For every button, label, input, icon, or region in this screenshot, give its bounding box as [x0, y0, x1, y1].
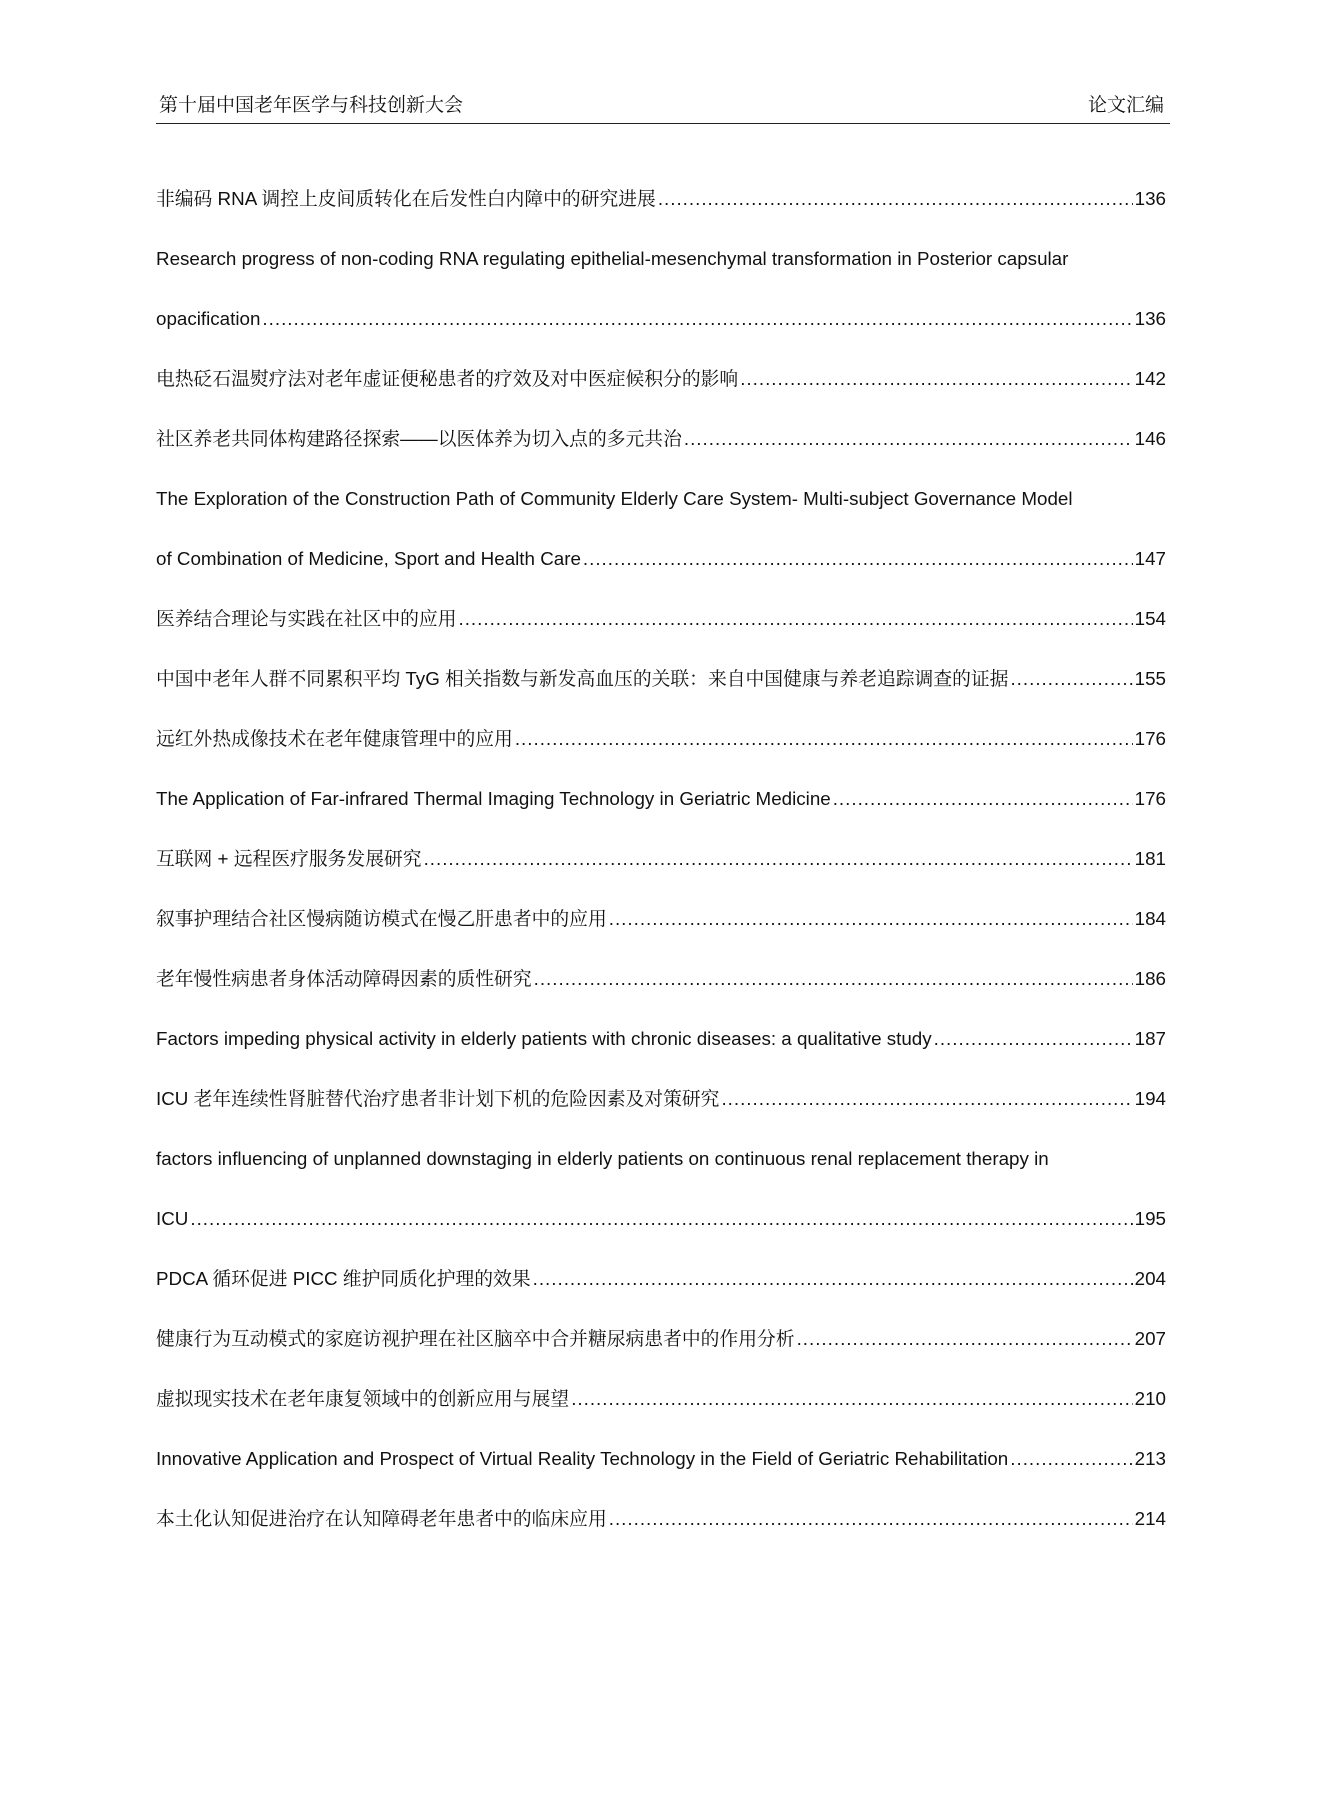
toc-dot-leader [609, 905, 1133, 933]
toc-dot-leader [424, 845, 1133, 873]
toc-entry-title: 远红外热成像技术在老年健康管理中的应用 [156, 728, 513, 749]
page-header [156, 90, 1170, 124]
toc-entry-title: The Exploration of the Construction Path of Community Elderly Care System- Multi-subject Governance Model [156, 488, 1073, 509]
toc-entry-page-number: 186 [1134, 968, 1166, 989]
toc-entry[interactable] [156, 905, 1166, 933]
toc-entry-title: 本土化认知促进治疗在认知障碍老年患者中的临床应用 [156, 1508, 607, 1529]
toc-entry-title: ICU [156, 1208, 189, 1229]
toc-dot-leader [190, 1205, 1132, 1233]
toc-dot-leader [1010, 665, 1132, 693]
toc-dot-leader [571, 1385, 1132, 1413]
toc-entry[interactable] [156, 365, 1166, 393]
toc-entry[interactable] [156, 245, 1166, 273]
toc-entry-page-number: 184 [1134, 908, 1166, 929]
toc-entry[interactable] [156, 425, 1166, 453]
toc-entry-page-number: 147 [1134, 548, 1166, 569]
toc-entry-page-number: 136 [1134, 308, 1166, 329]
toc-entry-page-number: 146 [1134, 428, 1166, 449]
toc-entry-title: The Application of Far-infrared Thermal Imaging Technology in Geriatric Medicine [156, 788, 831, 809]
toc-entry[interactable] [156, 1025, 1166, 1053]
toc-entry-page-number: 187 [1134, 1028, 1166, 1049]
toc-entry-page-number: 207 [1134, 1328, 1166, 1349]
toc-entry-title: Research progress of non-coding RNA regulating epithelial-mesenchymal transformation in Posterior capsular [156, 248, 1069, 269]
toc-entry-title: 互联网 + 远程医疗服务发展研究 [156, 848, 422, 869]
toc-entry[interactable] [156, 305, 1166, 333]
toc-entry-page-number: 176 [1134, 728, 1166, 749]
conference-title: 第十届中国老年医学与科技创新大会 [159, 95, 464, 116]
toc-entry-page-number: 154 [1134, 608, 1166, 629]
toc-dot-leader [459, 605, 1133, 633]
toc-entry-title: 虚拟现实技术在老年康复领域中的创新应用与展望 [156, 1388, 570, 1409]
toc-entry-page-number: 213 [1134, 1448, 1166, 1469]
toc-entry-page-number: 194 [1134, 1088, 1166, 1109]
toc-entry[interactable] [156, 665, 1166, 693]
toc-entry[interactable] [156, 1385, 1166, 1413]
toc-dot-leader [658, 185, 1133, 213]
toc-entry-page-number: 210 [1134, 1388, 1166, 1409]
toc-entry-title: Innovative Application and Prospect of Virtual Reality Technology in the Field of Geriatric Rehabilitation [156, 1448, 1009, 1469]
toc-entry-title: factors influencing of unplanned downstaging in elderly patients on continuous renal replacement therapy in [156, 1148, 1049, 1169]
toc-entry-title: 叙事护理结合社区慢病随访模式在慢乙肝患者中的应用 [156, 908, 607, 929]
toc-entry-title: Factors impeding physical activity in elderly patients with chronic diseases: a qualitative study [156, 1028, 932, 1049]
toc-entry-page-number: 204 [1134, 1268, 1166, 1289]
toc-dot-leader [1010, 1445, 1132, 1473]
toc-entry[interactable] [156, 1505, 1166, 1533]
toc-dot-leader [515, 725, 1133, 753]
toc-entry-title: 医养结合理论与实践在社区中的应用 [156, 608, 457, 629]
toc-entry-title: 老年慢性病患者身体活动障碍因素的质性研究 [156, 968, 532, 989]
toc-entry[interactable] [156, 1205, 1166, 1233]
toc-entry[interactable] [156, 1085, 1166, 1113]
toc-entry[interactable] [156, 185, 1166, 213]
toc-dot-leader [609, 1505, 1133, 1533]
toc-entry-page-number: 155 [1134, 668, 1166, 689]
toc-dot-leader [797, 1325, 1133, 1353]
toc-entry-title: opacification [156, 308, 261, 329]
toc-entry[interactable] [156, 485, 1166, 513]
toc-dot-leader [534, 965, 1133, 993]
toc-entry-title: 社区养老共同体构建路径探索——以医体养为切入点的多元共治 [156, 428, 682, 449]
toc-entry-title: 电热砭石温熨疗法对老年虚证便秘患者的疗效及对中医症候积分的影响 [156, 368, 739, 389]
toc-entry-title: of Combination of Medicine, Sport and Health Care [156, 548, 581, 569]
toc-entry-page-number: 195 [1134, 1208, 1166, 1229]
toc-dot-leader [583, 545, 1133, 573]
toc-entry[interactable] [156, 785, 1166, 813]
toc-entry-title: 非编码 RNA 调控上皮间质转化在后发性白内障中的研究进展 [156, 188, 656, 209]
toc-entry-title: 健康行为互动模式的家庭访视护理在社区脑卒中合并糖尿病患者中的作用分析 [156, 1328, 795, 1349]
toc-entry-title: 中国中老年人群不同累积平均 TyG 相关指数与新发高血压的关联：来自中国健康与养老追踪调查的证据 [156, 668, 1009, 689]
toc-entry[interactable] [156, 1325, 1166, 1353]
toc-dot-leader [721, 1085, 1132, 1113]
toc-entry-page-number: 214 [1134, 1508, 1166, 1529]
toc-entry-page-number: 181 [1134, 848, 1166, 869]
toc-entry-page-number: 136 [1134, 188, 1166, 209]
toc-entry-title: PDCA 循环促进 PICC 维护同质化护理的效果 [156, 1268, 531, 1289]
toc-entry[interactable] [156, 1265, 1166, 1293]
toc-entry[interactable] [156, 965, 1166, 993]
toc-dot-leader [533, 1265, 1133, 1293]
toc-entry[interactable] [156, 605, 1166, 633]
toc-entry-page-number: 176 [1134, 788, 1166, 809]
toc-dot-leader [684, 425, 1133, 453]
toc-dot-leader [262, 305, 1132, 333]
toc-entry-title: ICU 老年连续性肾脏替代治疗患者非计划下机的危险因素及对策研究 [156, 1088, 720, 1109]
toc-dot-leader [934, 1025, 1133, 1053]
toc-entry[interactable] [156, 845, 1166, 873]
toc-entry[interactable] [156, 545, 1166, 573]
toc-entry[interactable] [156, 725, 1166, 753]
toc-entry-page-number: 142 [1134, 368, 1166, 389]
toc-entry[interactable] [156, 1145, 1166, 1173]
toc-entry[interactable] [156, 1445, 1166, 1473]
toc-dot-leader [740, 365, 1132, 393]
section-title: 论文汇编 [1087, 95, 1164, 116]
toc-dot-leader [833, 785, 1133, 813]
